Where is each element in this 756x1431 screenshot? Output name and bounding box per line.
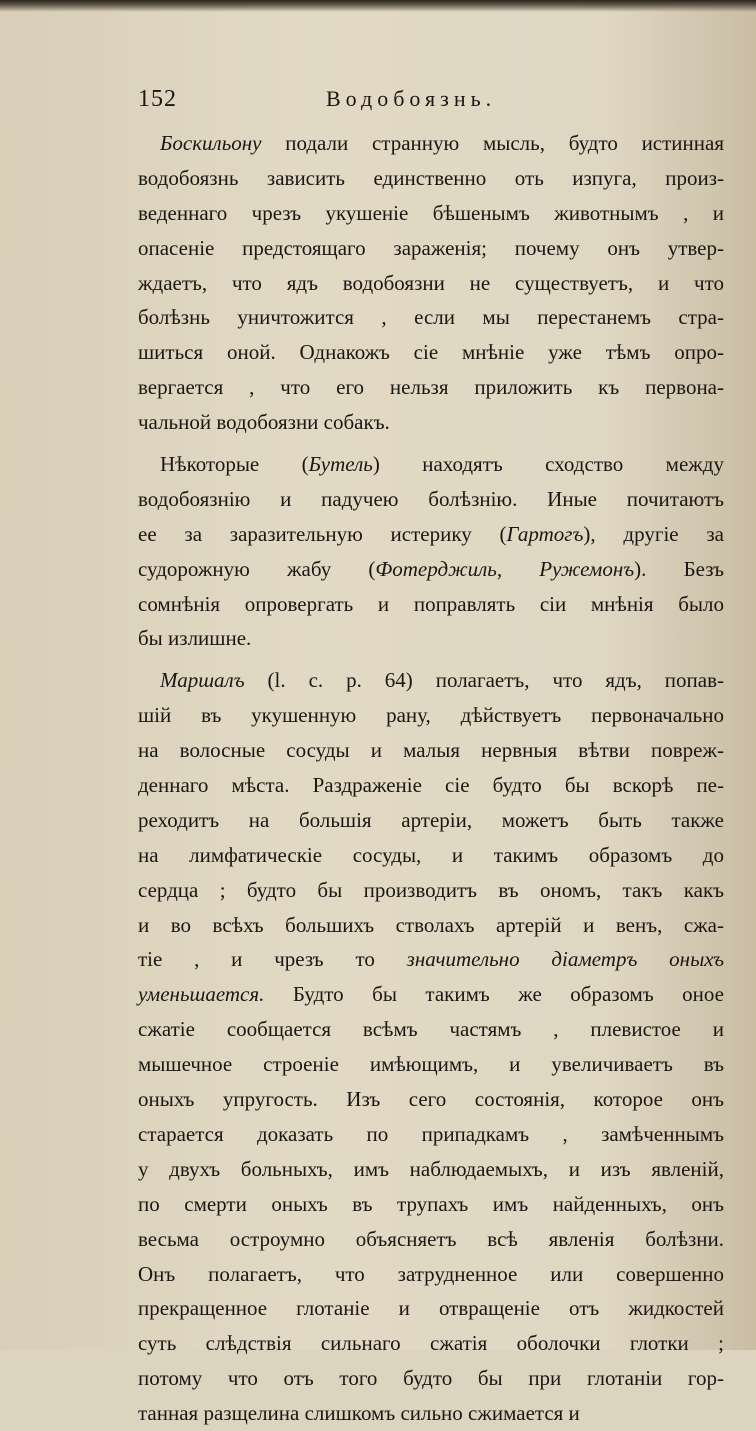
line-text: болѣзнь уничтожится , если мы перестанемъ стра-: [138, 305, 724, 330]
line-text: водобоязнію и падучею болѣзнію. Иные почитаютъ: [138, 486, 724, 511]
text-line: [138, 370, 724, 405]
text-line: [138, 768, 724, 803]
text-line: [138, 1187, 724, 1222]
line-text: ) находятъ сходство между: [372, 452, 724, 477]
line-text: бы излишне.: [138, 626, 252, 651]
line-text: прекращенное глотаніе и отвращеніе отъ жидкостей: [138, 1296, 724, 1321]
line-text: сомнѣнія опровергать и поправлять сіи мнѣнія было: [138, 591, 724, 616]
text-line: [138, 1361, 724, 1396]
paragraph: [138, 126, 724, 440]
line-text: водобоязнь зависить единственно оть изпуга, произ-: [138, 165, 724, 190]
text-line: [138, 1117, 724, 1152]
line-text: тіе , и чрезъ то: [138, 947, 407, 972]
body-text: [138, 126, 724, 1431]
text-line: [138, 663, 724, 698]
text-line: [138, 1222, 724, 1257]
text-line: [138, 1291, 724, 1326]
text-line: [138, 266, 724, 301]
line-text: потому что отъ того будто бы при глотаніи гор-: [138, 1366, 724, 1391]
line-text: сжатіе сообщается всѣмъ частямъ , плевистое и: [138, 1017, 724, 1042]
italic-text: Маршалъ: [160, 668, 245, 693]
text-line: [138, 1012, 724, 1047]
running-title: Водобоязнь.: [326, 86, 497, 111]
line-text: реходитъ на большія артеріи, можетъ быть также: [138, 807, 724, 832]
italic-text: значительно діаметръ оныхъ: [406, 947, 724, 972]
text-line: [138, 405, 724, 440]
text-line: [138, 942, 724, 977]
line-text: опасеніе предстоящаго зараженія; почему онъ утвер-: [138, 235, 724, 260]
line-text: Нѣкоторые (: [160, 452, 309, 477]
line-text: и во всѣхъ большихъ стволахъ артерій и венъ, сжа-: [138, 912, 724, 937]
line-text: суть слѣдствія сильнаго сжатія оболочки глотки ;: [138, 1331, 724, 1356]
text-line: [138, 126, 724, 161]
italic-text: Боскильону: [160, 131, 262, 155]
text-line: [138, 803, 724, 838]
text-line: [138, 1326, 724, 1361]
line-text: Онъ полагаетъ, что затрудненное или совершенно: [138, 1261, 724, 1286]
line-text: на волосные сосуды и малыя нервныя вѣтви повреж-: [138, 738, 724, 763]
line-text: ). Безъ: [634, 556, 724, 581]
line-text: по смерти оныхъ въ трупахъ имъ найденныхъ, онъ: [138, 1191, 724, 1216]
line-text: сердца ; будто бы производитъ въ ономъ, такъ какъ: [138, 877, 724, 902]
binding-shadow: [0, 0, 756, 12]
text-line: [138, 161, 724, 196]
text-line: [138, 300, 724, 335]
text-line: [138, 1257, 724, 1292]
text-line: [138, 1396, 724, 1431]
text-line: [138, 196, 724, 231]
text-line: [138, 733, 724, 768]
line-text: Будто бы такимъ же образомъ оное: [264, 982, 724, 1007]
text-line: [138, 447, 724, 482]
line-text: шій въ укушенную рану, дѣйствуетъ первоначально: [138, 703, 724, 728]
line-text: веденнаго чрезъ укушеніе бѣшенымъ животнымъ , и: [138, 200, 724, 225]
line-text: ждаетъ, что ядъ водобоязни не существуетъ, и что: [138, 270, 724, 295]
page-header: [138, 86, 738, 116]
page-number: 152: [138, 86, 177, 112]
text-line: [138, 1152, 724, 1187]
line-text: шиться оной. Однакожъ сіе мнѣніе уже тѣмъ опро-: [138, 340, 724, 365]
line-text: деннаго мѣста. Раздраженіе сіе будто бы вскорѣ пе-: [138, 773, 724, 798]
text-line: [138, 517, 724, 552]
paragraph: [138, 447, 724, 656]
text-line: [138, 838, 724, 873]
line-text: судорожную жабу (: [138, 556, 376, 581]
line-text: вергается , что его нельзя приложить къ первона-: [138, 375, 724, 400]
italic-text: Фотерджиль, Ружемонъ: [375, 556, 635, 581]
text-line: [138, 552, 724, 587]
line-text: у двухъ больныхъ, имъ наблюдаемыхъ, и изъ явленій,: [138, 1156, 724, 1181]
text-line: [138, 482, 724, 517]
text-line: [138, 621, 724, 656]
text-line: [138, 977, 724, 1012]
italic-text: Бутель: [308, 452, 373, 477]
text-line: [138, 335, 724, 370]
text-line: [138, 231, 724, 266]
line-text: танная разщелина слишкомъ сильно сжимается и: [138, 1401, 580, 1426]
italic-text: уменьшается.: [138, 982, 265, 1007]
paragraph: [138, 663, 724, 1431]
line-text: ее за заразительную истерику (: [138, 521, 507, 546]
text-line: [138, 1047, 724, 1082]
line-text: на лимфатическіе сосуды, и такимъ образомъ до: [138, 842, 724, 867]
line-text: (l. c. p. 64) полагаетъ, что ядъ, попав-: [244, 668, 724, 693]
line-text: старается доказать по припадкамъ , замѣченнымъ: [138, 1121, 724, 1146]
line-text: ), другіе за: [583, 521, 724, 546]
text-line: [138, 698, 724, 733]
line-text: мышечное строеніе имѣющимъ, и увеличиваетъ въ: [138, 1052, 724, 1077]
text-line: [138, 1082, 724, 1117]
line-text: чальной водобоязни собакъ.: [138, 410, 390, 435]
line-text: весьма остроумно объясняетъ всѣ явленія болѣзни.: [138, 1226, 724, 1251]
line-text: подали странную мысль, будто истинная: [261, 131, 724, 155]
text-line: [138, 873, 724, 908]
italic-text: Гартогъ: [506, 521, 584, 546]
text-line: [138, 587, 724, 622]
text-line: [138, 908, 724, 943]
line-text: оныхъ упругость. Изъ сего состоянія, которое онъ: [138, 1087, 724, 1112]
